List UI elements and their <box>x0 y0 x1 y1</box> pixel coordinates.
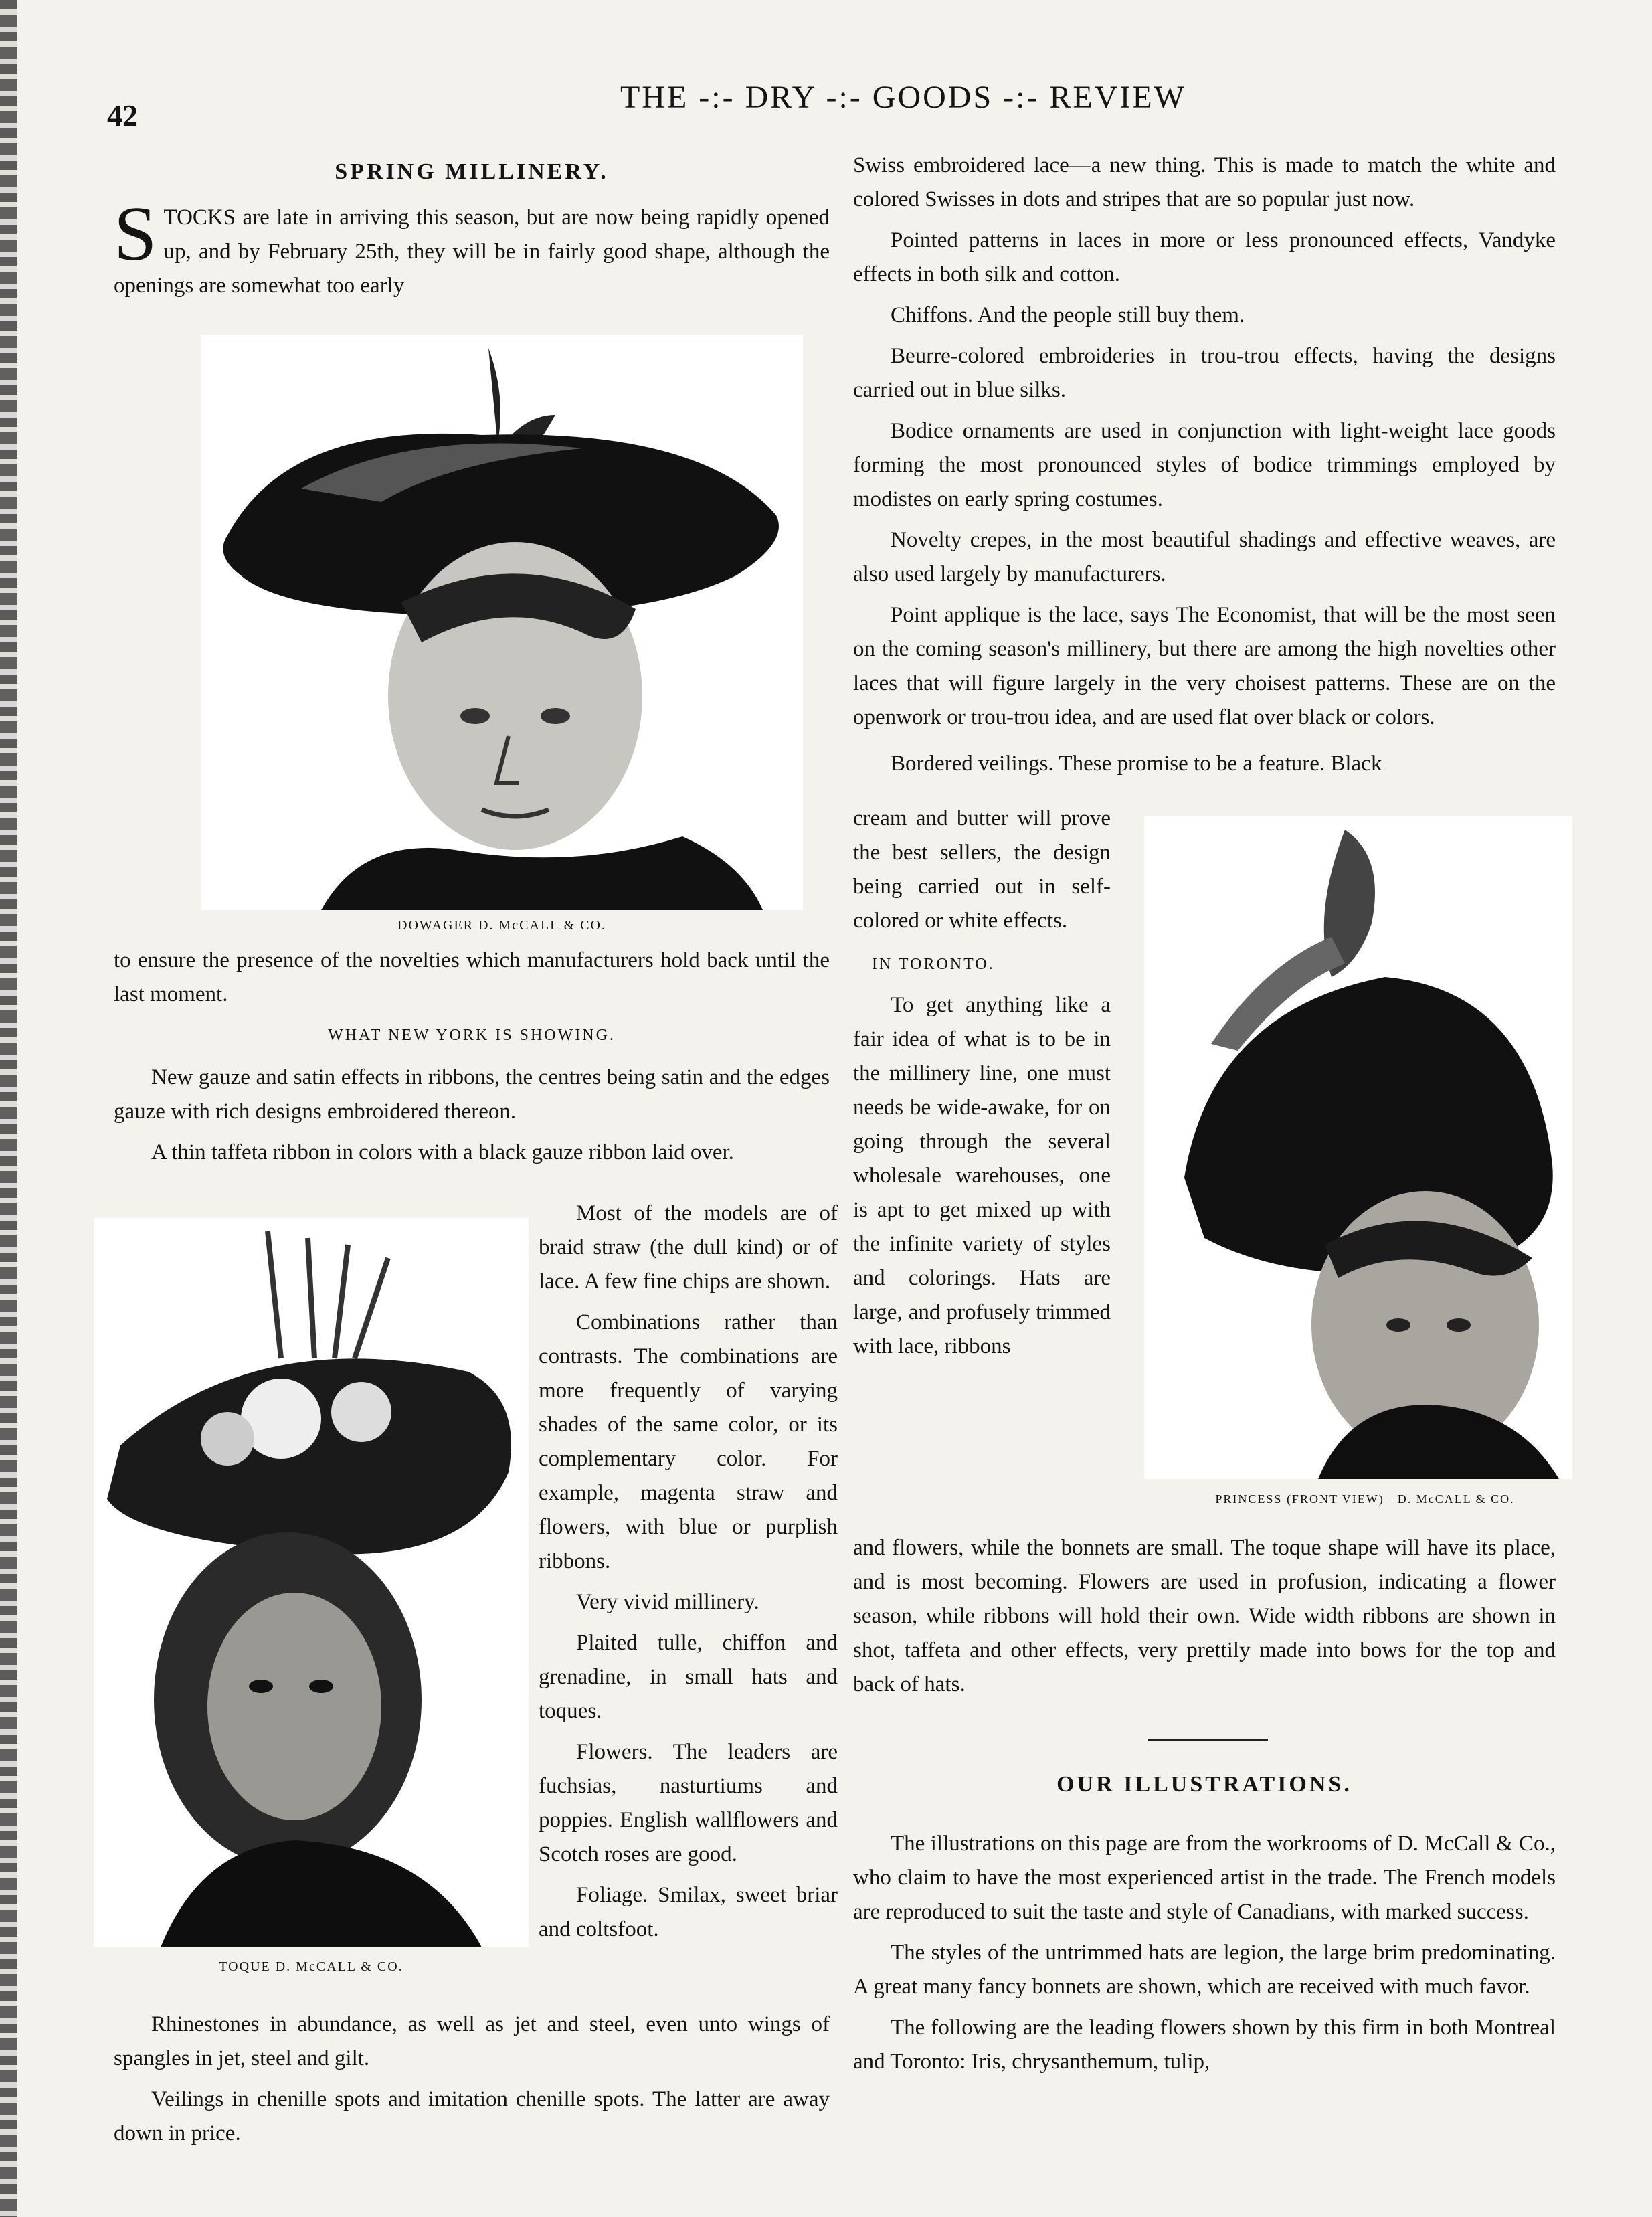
illustrations-paragraph: The illustrations on this page are from the workrooms of D. McCall & Co., who claim to have the most experienced artist in the trade. The French models are reproduced to suit the taste and style of Canadians, with marked success. <box>853 1832 1556 1924</box>
illustrations-title: OUR ILLUSTRATIONS. <box>1057 1772 1352 1797</box>
princess-hat-illustration <box>1144 816 1572 1479</box>
subhead-new-york: WHAT NEW YORK IS SHOWING. <box>328 1027 616 1044</box>
dowager-hat-illustration <box>201 335 803 910</box>
fig1-caption: DOWAGER D. McCALL & CO. <box>397 918 606 933</box>
continuation-text: to ensure the presence of the novelties which manufacturers hold back until the last moment. <box>114 948 830 1006</box>
right-paragraph: Novelty crepes, in the most beautiful shadings and effective weaves, are also used largely by manufacturers. <box>853 528 1556 586</box>
left-bottom <box>114 2008 830 2157</box>
toque-hat-illustration <box>94 1218 529 1947</box>
side-paragraph: Foliage. Smilax, sweet briar and coltsfoot. <box>539 1883 838 1941</box>
subhead-toronto: IN TORONTO. <box>872 956 995 973</box>
right-paragraph: Pointed patterns in laces in more or less pronounced effects, Vandyke effects in both silk and cotton. <box>853 228 1556 286</box>
rhinestones-paragraph: Rhinestones in abundance, as well as jet and steel, even unto wings of spangles in jet, steel and gilt. <box>114 2012 830 2070</box>
side-paragraph: Plaited tulle, chiffon and grenadine, in small hats and toques. <box>539 1631 838 1723</box>
right-paragraph: Bodice ornaments are used in conjunction with light-weight lace goods forming the most pronounced styles of bodice trimmings employed by modistes on early spring costumes. <box>853 419 1556 511</box>
side-paragraph: Flowers. The leaders are fuchsias, nasturtiums and poppies. English wallflowers and Scotch roses are good. <box>539 1740 838 1866</box>
drop-cap: S <box>114 191 157 277</box>
toronto-paragraph: To get anything like a fair idea of what is to be in the millinery line, one must needs be wide-awake, for on going through the several wholesale warehouses, one is apt to get mixed up with the infinite variety of styles and colorings. Hats are large, and profusely trimmed with lace, ribbons <box>853 993 1111 1358</box>
right-paragraph: Chiffons. And the people still buy them. <box>891 303 1245 327</box>
side-paragraph: Most of the models are of braid straw (the dull kind) or of lace. A few fine chips are shown. <box>539 1201 838 1294</box>
section-divider <box>1148 1739 1268 1741</box>
taffeta-paragraph: A thin taffeta ribbon in colors with a black gauze ribbon laid over. <box>151 1140 734 1164</box>
illustrations-body <box>853 1827 1556 2086</box>
illustrations-paragraph: The following are the leading flowers shown by this firm in both Montreal and Toronto: Iris, chrysanthemum, tulip, <box>853 2016 1556 2074</box>
illustrations-paragraph: The styles of the untrimmed hats are legion, the large brim predominating. A great many fancy bonnets are shown, which are received with much favor. <box>853 1941 1556 1999</box>
right-narrow <box>853 802 1111 1370</box>
binding-edge <box>0 0 17 2217</box>
side-paragraph: Combinations rather than contrasts. The combinations are more frequently of varying shades of the same color, or its complementary color. For example, magenta straw and flowers, with blue or purplish ribbons. <box>539 1310 838 1573</box>
right-paragraph: Point applique is the lace, says The Economist, that will be the most seen on the coming season's millinery, but there are among the high novelties other laces that will figure largely in the very choisest patterns. These are on the openwork or trou-trou idea, and are used flat over black or colors. <box>853 603 1556 729</box>
fig2-caption: TOQUE D. McCALL & CO. <box>219 1959 403 1974</box>
page-number: 42 <box>107 98 138 132</box>
toronto-continuation: and flowers, while the bonnets are small. The toque shape will have its place, and is most becoming. Flowers are used in profusion, indicating a flower season, while ribbons will hold their own. Wide width ribbons are shown in shot, taffeta and other effects, very prettily made into bows for the top and back of hats. <box>853 1536 1556 1696</box>
gauze-paragraph: New gauze and satin effects in ribbons, the centres being satin and the edges gauze with rich designs embroidered thereon. <box>114 1065 830 1124</box>
running-header: THE -:- DRY -:- GOODS -:- REVIEW <box>620 80 1187 115</box>
bordered-continuation: cream and butter will prove the best sellers, the design being carried out in self-colored or white effects. <box>853 806 1111 933</box>
veilings-paragraph: Veilings in chenille spots and imitation chenille spots. The latter are away down in price. <box>114 2087 830 2145</box>
bordered-veilings-line: Bordered veilings. These promise to be a feature. Black <box>891 751 1382 776</box>
side-paragraph: Very vivid millinery. <box>576 1590 759 1614</box>
right-bottom <box>853 1531 1556 1708</box>
right-paragraph: Swiss embroidered lace—a new thing. This is made to match the white and colored Swisses in dots and stripes that are so popular just now. <box>853 153 1556 211</box>
intro-text: TOCKS are late in arriving this season, but are now being rapidly opened up, and by February 25th, they will be in fairly good shape, although the openings are somewhat too early <box>114 205 830 298</box>
right-paragraph: Beurre-colored embroideries in trou-trou effects, having the designs carried out in blue silks. <box>853 344 1556 402</box>
right-top <box>853 149 1556 788</box>
article-title: SPRING MILLINERY. <box>335 159 609 184</box>
fig3-caption: PRINCESS (FRONT VIEW)—D. McCALL & CO. <box>1215 1492 1515 1506</box>
left-continuation <box>114 944 830 1176</box>
left-side-column <box>539 1196 838 1953</box>
intro-paragraph <box>114 191 830 303</box>
